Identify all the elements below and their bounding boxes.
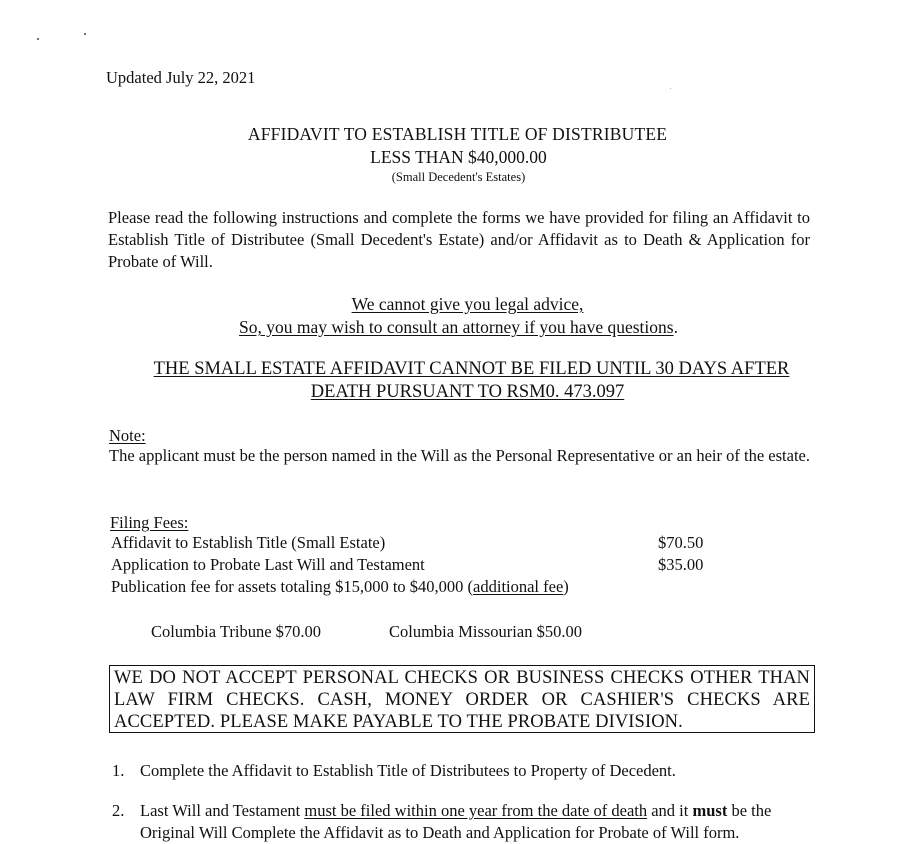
publication-fee-additional: additional fee (473, 577, 564, 596)
title-line-2: LESS THAN $40,000.00 (370, 147, 547, 167)
legal-advice-text-2: So, you may wish to consult an attorney if you have questions (239, 317, 674, 337)
legal-advice-text-1: We cannot give you legal advice, (351, 294, 584, 314)
legal-advice-period: . (673, 317, 678, 337)
step-2-text-b: and it (647, 801, 693, 820)
step-2-text-c: be the Original Will Complete the Affidavit as to Death and Application for Probate of Will form. (140, 801, 772, 842)
newspaper-fee-missourian: Columbia Missourian $50.00 (389, 622, 582, 641)
step-1-number: 1. (112, 761, 125, 780)
scan-speck (84, 33, 86, 35)
fees-heading-text: Filing Fees: (110, 513, 189, 532)
newspaper-fee-tribune: Columbia Tribune $70.00 (151, 622, 322, 641)
scan-speck (37, 38, 39, 40)
note-heading-text: Note: (109, 426, 146, 445)
step-2-must: must (692, 801, 728, 820)
scan-speck (670, 88, 671, 89)
filing-warning-text-2: DEATH PURSUANT TO RSM0. 473.097 (310, 382, 625, 402)
publication-fee-prefix: Publication fee for assets totaling $15,000 to $40,000 ( (111, 577, 474, 596)
step-2-number: 2. (112, 801, 125, 820)
step-2-text (140, 800, 820, 844)
fee-amount-probate: $35.00 (658, 555, 704, 574)
filing-warning-line-2 (12, 382, 911, 403)
legal-advice-line-1 (12, 294, 911, 315)
step-2-text-a: Last Will and Testament (140, 801, 305, 820)
publication-fee-suffix: ) (563, 577, 569, 596)
step-2-deadline: must be filed within one year from the date of death (304, 801, 648, 820)
note-heading (109, 425, 146, 447)
intro-paragraph: Please read the following instructions and complete the forms we have provided for filing an Affidavit to Establish Title of Distributee (Small Decedent's Estate) and/or Affidavit as to Death & Application for Probate of Will. (108, 208, 810, 271)
title-subtitle: (Small Decedent's Estates) (391, 170, 526, 184)
title-line-1: AFFIDAVIT TO ESTABLISH TITLE OF DISTRIBUTEE (247, 124, 668, 144)
note-text: The applicant must be the person named in the Will as the Personal Representative or an heir of the estate. (109, 446, 810, 465)
publication-fee-line (111, 576, 569, 598)
updated-date: Updated July 22, 2021 (106, 68, 256, 87)
fee-amount-small-estate: $70.50 (658, 533, 704, 552)
filing-warning-text-1: THE SMALL ESTATE AFFIDAVIT CANNOT BE FILED UNTIL 30 DAYS AFTER (153, 359, 790, 379)
payment-notice-box: WE DO NOT ACCEPT PERSONAL CHECKS OR BUSINESS CHECKS OTHER THAN LAW FIRM CHECKS. CASH, MONEY ORDER OR CASHIER'S CHECKS ARE ACCEPTED. PLEASE MAKE PAYABLE TO THE PROBATE DIVISION. (109, 665, 815, 733)
legal-advice-line-2 (3, 317, 911, 338)
fee-label-probate: Application to Probate Last Will and Testament (111, 555, 425, 574)
filing-warning-line-1 (16, 359, 911, 380)
step-1-text: Complete the Affidavit to Establish Title of Distributees to Property of Decedent. (140, 761, 676, 780)
fee-label-small-estate: Affidavit to Establish Title (Small Estate) (111, 533, 386, 552)
fees-heading (110, 512, 188, 534)
